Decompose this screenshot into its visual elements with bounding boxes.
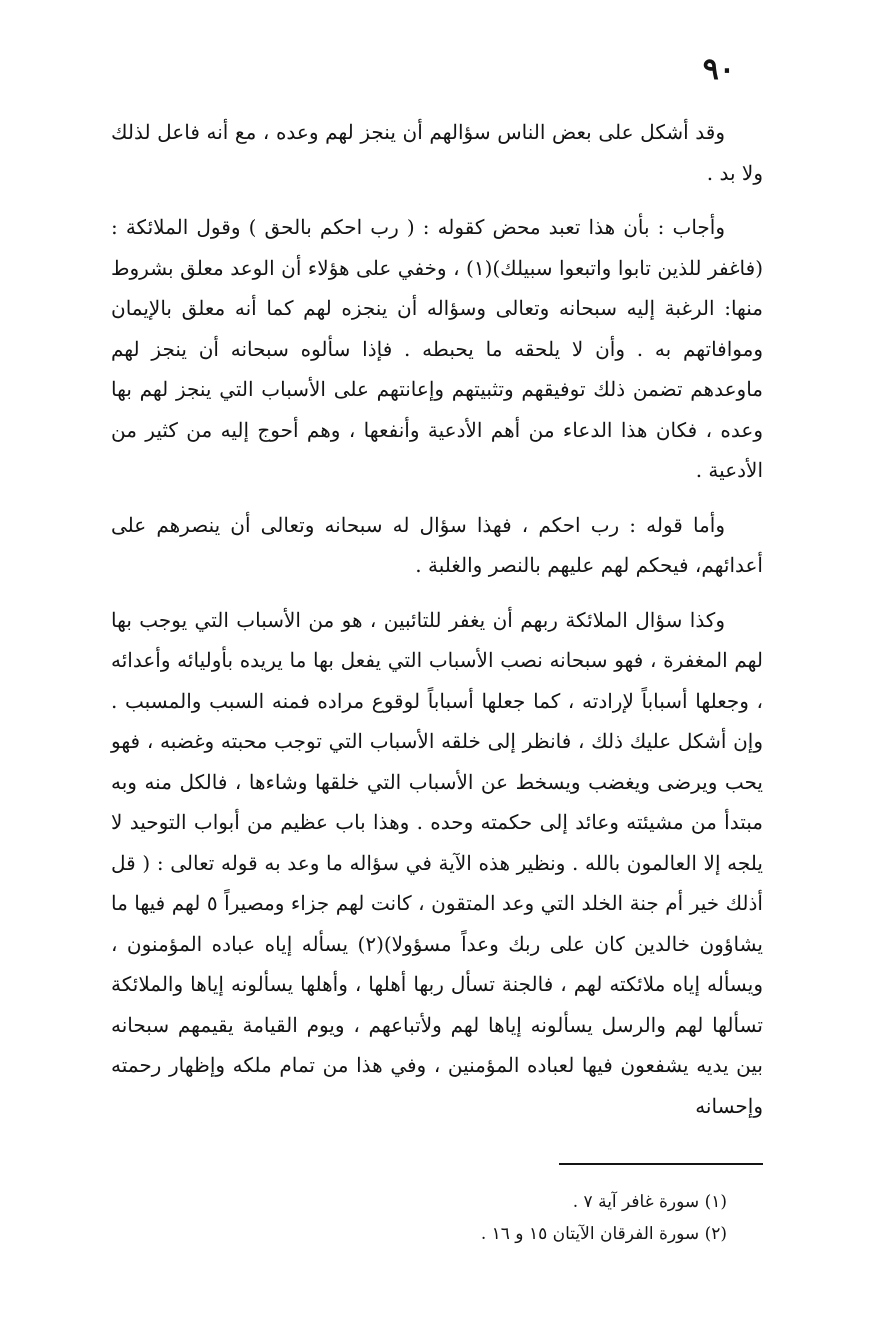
footnotes xyxy=(167,1186,727,1250)
footnote-1: (١) سورة غافر آية ٧ . xyxy=(572,1192,727,1212)
paragraph-4: وكذا سؤال الملائكة ربهم أن يغفر للتائبين ، هو من الأسباب التي يوجب بها لهم المغفرة ، فهو سبحانه نصب الأسباب التي يفعل بها ما يريده بأوليائه وأعدائه ، وجعلها أسباباً لإرادته ، كما جعلها أسباباً لوقوع مراده فمنه السبب والمسبب . وإن أشكل عليك ذلك ، فانظر إلى خلقه الأسباب التي توجب محبته وغضبه ، فهو يحب ويرضى ويغضب ويسخط عن الأسباب التي خلقها وشاءها ، فالكل منه وبه مبتدأ من مشيئته وعائد إلى حكمته وحده . وهذا باب عظيم من أبواب التوحيد لا يلجه إلا العالمون بالله . ونظير هذه الآية في سؤاله ما وعد به قوله تعالى : ( قل أذلك خير أم جنة الخلد التي وعد المتقون ، كانت لهم جزاء ومصيراً ٥ لهم فيها ما يشاؤون خالدين كان على ربك وعداً مسؤولا)(٢) يسأله إياه عباده المؤمنون ، ويسأله إياه ملائكته لهم ، فالجنة تسأل ربها أهلها ، وأهلها يسألونه إياها والملائكة تسألها لهم والرسل يسألونه إياها لهم ولأتباعهم ، ويوم القيامة يقيمهم سبحانه بين يديه يشفعون فيها لعباده المؤمنين ، وفي هذا من تمام ملكه وإظهار رحمته وإحسانه xyxy=(111,607,763,1118)
paragraph-1: وقد أشكل على بعض الناس سؤالهم أن ينجز لهم وعده ، مع أنه فاعل لذلك ولا بد . xyxy=(111,120,763,185)
paragraph-3: وأما قوله : رب احكم ، فهذا سؤال له سبحانه وتعالى أن ينصرهم على أعدائهم، فيحكم لهم عليهم بالنصر والغلبة . xyxy=(111,512,763,577)
footnote-2: (٢) سورة الفرقان الآيتان ١٥ و ١٦ . xyxy=(480,1224,727,1244)
body-text xyxy=(111,112,763,1126)
footnote-divider xyxy=(559,1163,763,1165)
page-number: ٩٠ xyxy=(702,52,735,87)
paragraph-2: وأجاب : بأن هذا تعبد محض كقوله : ( رب احكم بالحق ) وقول الملائكة : (فاغفر للذين تابوا واتبعوا سبيلك)(١) ، وخفي على هؤلاء أن الوعد معلق بشروط منها: الرغبة إليه سبحانه وتعالى وسؤاله أن ينجزه لهم كما أنه معلق بالإيمان وموافاتهم به . وأن لا يلحقه ما يحبطه . فإذا سألوه سبحانه أن ينجز لهم ماوعدهم تضمن ذلك توفيقهم وتثبيتهم وإعانتهم على الأسباب التي ينجز لهم بها وعده ، فكان هذا الدعاء من أهم الأدعية وأنفعها ، وهم أحوج إليه من كثير من الأدعية . xyxy=(111,215,764,482)
